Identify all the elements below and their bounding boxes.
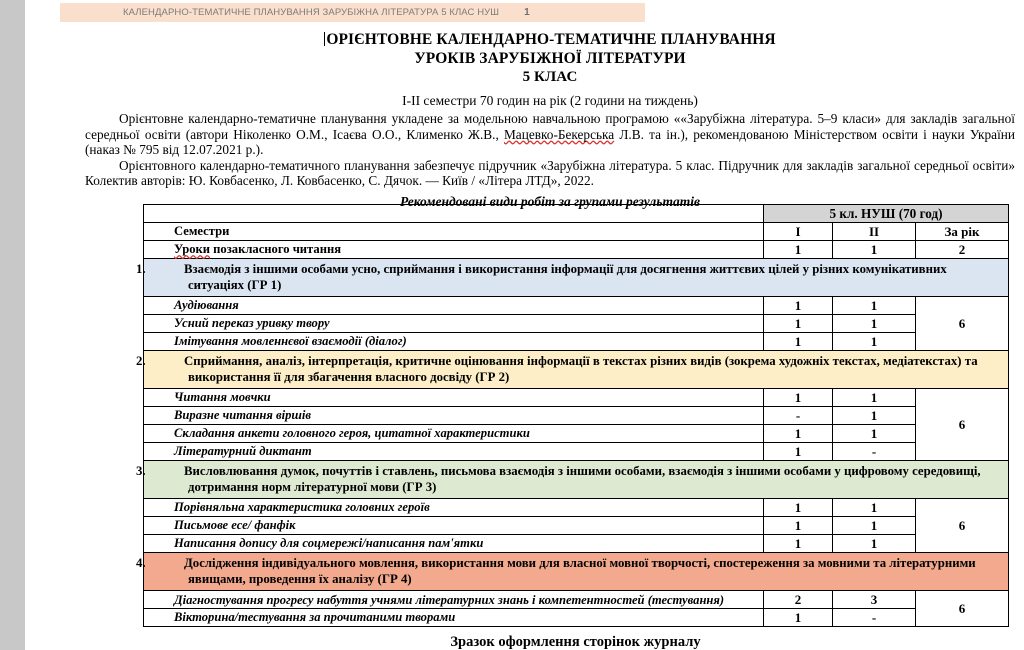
cell-semester-ii: 1 [833, 315, 916, 333]
group-number-3: 3. [136, 464, 146, 478]
table-row [144, 297, 1009, 315]
cell-semester-i: 1 [764, 499, 833, 517]
paragraph-program-part2: Л.В. та ін.), рекомендованою Міністерством освіти і науки України (наказ № 795 від 12.07.2021 р.). [85, 126, 1015, 157]
table-row [144, 315, 1009, 333]
cell-semester-i: 2 [764, 591, 833, 609]
cell-semester-ii: 1 [833, 297, 916, 315]
table-row-group-header [144, 461, 1009, 499]
table-row-class-header [144, 205, 1009, 223]
cell-group-header-3 [136, 461, 1009, 499]
cell-year-total: 6 [916, 591, 1009, 627]
cell-extracurricular-label-rest: позакласного читання [210, 242, 342, 256]
cell-extracurricular-i: 1 [764, 241, 833, 259]
cell-semester-i: 1 [764, 425, 833, 443]
cell-semester-ii: 1 [833, 407, 916, 425]
doc-title-line1 [85, 30, 1015, 49]
paragraph-program-part1: Орієнтовне календарно-тематичне планування укладене за модельною навчальною програмою ««Зарубіжна література. 5–9 класи» для закладів загальної середньої освіти (автори Ніколенко О.М., Ісаєва О.О., Клименко Ж.В., [85, 111, 1015, 142]
cell-semester-i: - [764, 407, 833, 425]
cell-group-header-4 [136, 553, 1009, 591]
table-row-semesters [144, 223, 1009, 241]
cell-work-label: Складання анкети головного героя, цитатної характеристики [144, 425, 764, 443]
cell-year-total: 6 [916, 499, 1009, 553]
cell-work-label: Літературний диктант [144, 443, 764, 461]
table-body [144, 205, 1009, 259]
group-text-1: Взаємодія з іншими особами усно, сприймання і використання інформації для досягнення життєвих цілей у різних комунікативних ситуаціях (ГР 1) [184, 262, 947, 292]
cell-semester-i: 1 [764, 443, 833, 461]
footer-caption: Зразок оформлення сторінок журналу [450, 634, 701, 650]
cell-class-header: 5 кл. НУШ (70 год) [764, 205, 1009, 223]
cell-extracurricular-year: 2 [916, 241, 1009, 259]
cell-semester-i: 1 [764, 333, 833, 351]
cell-work-label: Імітування мовленнєвої взаємодії (діалог) [144, 333, 764, 351]
cell-extracurricular-ii: 1 [833, 241, 916, 259]
cell-blank [144, 205, 764, 223]
cell-col-i: І [764, 223, 833, 241]
table-row-group-header [144, 553, 1009, 591]
cell-semester-ii: 1 [833, 389, 916, 407]
table-row [144, 517, 1009, 535]
table-row [144, 443, 1009, 461]
recommended-works-table [136, 204, 1009, 627]
group-text-2: Сприймання, аналіз, інтерпретація, критичне оцінювання інформації в текстах різних видів (зокрема художніх текстах, медіатекстах) та використання її для збагачення власного досвіду (ГР 2) [184, 354, 978, 384]
paragraph-textbook: Орієнтовного календарно-тематичного планування забезпечує підручник «Зарубіжна література. 5 клас. Підручник для закладів загальної середньої освіти» Колектив авторів: Ю. Ковбасенко, Л. Ковбасенко, С. Дячок. — Київ / «Літера ЛТД», 2022. [85, 157, 1015, 188]
group-text-3: Висловлювання думок, почуттів і ставлень, письмова взаємодія з іншими особами, взаємодія з іншими особами у цифровому середовищі, дотримання норм літературної мови (ГР 3) [184, 464, 981, 494]
table-row [144, 407, 1009, 425]
document-body [85, 30, 1015, 212]
cell-year-total: 6 [916, 297, 1009, 351]
cell-group-header-1 [136, 259, 1009, 297]
group-number-1: 1. [136, 262, 146, 276]
document-page [25, 0, 1024, 650]
cell-work-label: Написання допису для соцмережі/написання пам'ятки [144, 535, 764, 553]
cell-semester-i: 1 [764, 315, 833, 333]
cell-work-label: Усний переказ уривку твору [144, 315, 764, 333]
cell-semester-ii: 1 [833, 517, 916, 535]
group-number-4: 4. [136, 556, 146, 570]
table-row-extracurricular [144, 241, 1009, 259]
cell-semester-ii: 1 [833, 333, 916, 351]
cell-semester-i: 1 [764, 517, 833, 535]
doc-title-line3: 5 КЛАС [522, 69, 578, 85]
cell-extracurricular-label [144, 241, 764, 259]
spellcheck-word-matsevko: Мацевко-Бекерська [503, 126, 615, 142]
cell-work-label: Виразне читання віршів [144, 407, 764, 425]
cell-work-label: Порівняльна характеристика головних героїв [144, 499, 764, 517]
cell-work-label: Вікторина/тестування за прочитаними творами [144, 609, 764, 627]
group-number-2: 2. [136, 354, 146, 368]
cell-semester-i: 1 [764, 389, 833, 407]
table-row [144, 535, 1009, 553]
doc-title-line1-text: ОРІЄНТОВНЕ КАЛЕНДАРНО-ТЕМАТИЧНЕ ПЛАНУВАННЯ [326, 31, 776, 48]
cell-year-total: 6 [916, 389, 1009, 461]
table-row-group-header [144, 259, 1009, 297]
table-row [144, 609, 1009, 627]
table-row [144, 425, 1009, 443]
table-row-group-header [144, 351, 1009, 389]
cell-semester-i: 1 [764, 297, 833, 315]
group-text-4: Дослідження індивідуального мовлення, використання мови для власної мовної творчості, спостереження за мовними та літературними явищами, проведення їх аналізу (ГР 4) [184, 556, 976, 586]
cell-semester-ii: 1 [833, 425, 916, 443]
spellcheck-word-uroky: Уроки [174, 242, 211, 256]
paragraph-program [85, 111, 1015, 158]
table-row [144, 591, 1009, 609]
cell-semester-ii: - [833, 443, 916, 461]
cell-col-year: За рік [916, 223, 1009, 241]
table-caption: Рекомендовані види робіт за групами результатів [399, 193, 701, 209]
cell-work-label: Читання мовчки [144, 389, 764, 407]
running-header-title: КАЛЕНДАРНО-ТЕМАТИЧНЕ ПЛАНУВАННЯ ЗАРУБІЖНА ЛІТЕРАТУРА 5 КЛАС НУШ [123, 7, 500, 18]
table-row [144, 333, 1009, 351]
cell-col-ii: ІІ [833, 223, 916, 241]
cell-semester-ii: - [833, 609, 916, 627]
cell-semester-ii: 3 [833, 591, 916, 609]
table-row [144, 499, 1009, 517]
cell-semester-ii: 1 [833, 499, 916, 517]
doc-subtitle: І-ІІ семестри 70 годин на рік (2 години на тиждень) [402, 93, 698, 108]
page-number: 1 [524, 7, 530, 18]
table-groups-body [136, 259, 1009, 627]
cell-work-label: Діагностування прогресу набуття учнями літературних знань і компетентностей (тестування) [144, 591, 764, 609]
cell-group-header-2 [136, 351, 1009, 389]
cell-semester-i: 1 [764, 609, 833, 627]
running-header-bar [60, 3, 645, 22]
doc-title-line2: УРОКІВ ЗАРУБІЖНОЇ ЛІТЕРАТУРИ [414, 50, 686, 67]
cell-work-label: Аудіювання [144, 297, 764, 315]
cell-semesters-label: Семестри [144, 223, 764, 241]
cell-work-label: Письмове есе/ фанфік [144, 517, 764, 535]
cell-semester-i: 1 [764, 535, 833, 553]
table-row [144, 389, 1009, 407]
cell-semester-ii: 1 [833, 535, 916, 553]
